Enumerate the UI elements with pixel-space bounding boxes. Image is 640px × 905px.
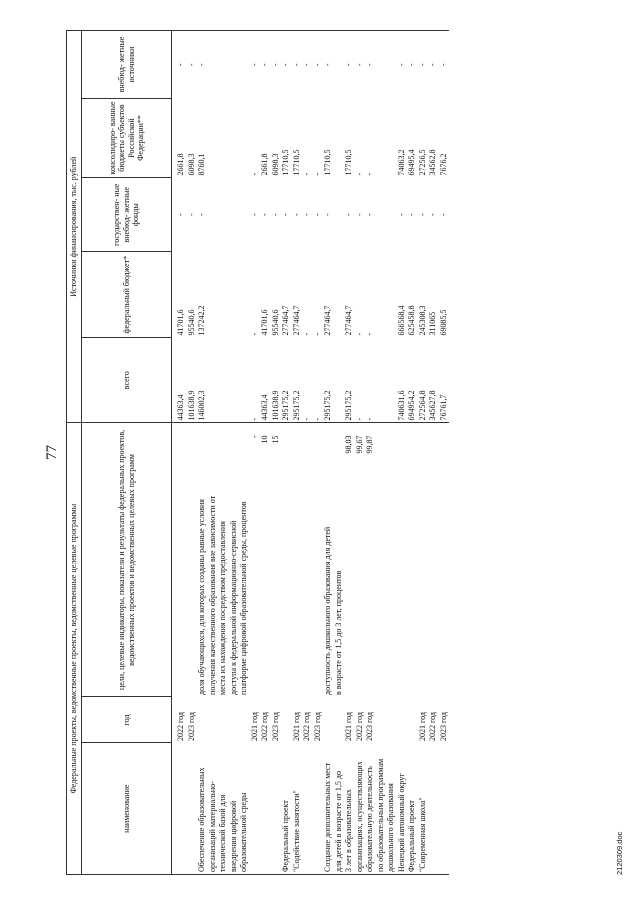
row-state-funds: - (396, 213, 406, 217)
row-year: 2022 год (260, 712, 269, 741)
row-year: 2023 год (270, 712, 280, 741)
row-goal (187, 458, 198, 697)
row-state-funds: - (428, 213, 437, 217)
row-goal (292, 458, 303, 697)
row-state-funds: - (344, 213, 353, 217)
row-state-funds: - (270, 213, 280, 217)
row-nonbudget (208, 31, 219, 99)
row-regional-budgets (218, 99, 229, 178)
row-name (250, 743, 261, 875)
row-regional-budgets: 7676,2 (438, 153, 448, 176)
row-nonbudget: - (187, 31, 198, 99)
table-row (197, 31, 208, 875)
row-nonbudget (229, 31, 240, 99)
row-federal-budget: 245308,3 (417, 305, 427, 336)
row-goal (439, 458, 450, 697)
row-total: 295175,2 (344, 337, 355, 422)
row-total: 345627,8 (428, 337, 439, 422)
row-goal (428, 458, 439, 697)
row-year: 2023 год (186, 712, 196, 741)
row-federal-budget: - (302, 332, 311, 336)
row-indicator-value: 99,67 (354, 435, 364, 454)
row-name (428, 743, 439, 875)
row-regional-budgets: - (312, 172, 322, 176)
row-state-funds (334, 177, 345, 252)
row-state-funds: - (312, 213, 322, 217)
row-indicator-value (218, 423, 229, 458)
row-year (334, 697, 345, 743)
row-name (172, 743, 187, 875)
table-row (365, 31, 376, 875)
row-name: образовательной среды (239, 743, 250, 875)
row-nonbudget: - (292, 31, 303, 99)
row-nonbudget: - (271, 31, 282, 99)
row-name (271, 743, 282, 875)
row-year: 2022 год (354, 712, 364, 741)
row-nonbudget (239, 31, 250, 99)
row-indicator-value (397, 423, 408, 458)
row-name (313, 743, 324, 875)
row-regional-budgets: 6098,3 (270, 153, 280, 176)
table-row (172, 31, 187, 875)
row-year: 2021 год (249, 712, 259, 741)
row-federal-budget (229, 252, 240, 337)
table-row (218, 31, 229, 875)
row-year: 2022 год (176, 712, 185, 741)
row-goal (418, 458, 429, 697)
row-year: 2023 год (438, 712, 448, 741)
financing-table (66, 30, 449, 875)
table-row (187, 31, 198, 875)
row-regional-budgets (208, 99, 219, 178)
page-number: 77 (44, 445, 60, 460)
row-indicator-value (229, 423, 240, 458)
row-nonbudget: - (313, 31, 324, 99)
row-indicator-value (428, 423, 439, 458)
header-federal-budget: федеральный бюджет* (82, 252, 172, 337)
row-name (302, 743, 313, 875)
table-row (302, 31, 313, 875)
row-federal-budget: - (354, 332, 364, 336)
header-regional-budgets: консолидиро- ванные бюджеты субъектов Российской Федерации** (82, 99, 172, 178)
row-federal-budget: 277464,7 (291, 305, 301, 336)
row-goal (260, 458, 271, 697)
row-state-funds: - (260, 213, 269, 217)
row-nonbudget: - (407, 31, 418, 99)
header-projects: Федеральные проекты, ведомственные проекты, ведомственные целевые программы (67, 423, 82, 875)
row-nonbudget: - (323, 31, 334, 99)
row-name: "Современная школа" (418, 743, 429, 875)
row-state-funds: - (249, 213, 259, 217)
row-state-funds: - (407, 213, 416, 217)
row-total (218, 337, 229, 422)
row-federal-budget: 69085,5 (438, 309, 448, 336)
row-goal (302, 458, 313, 697)
row-name: образовательную деятельность (365, 743, 376, 875)
row-regional-budgets: 2661,8 (176, 153, 185, 176)
row-federal-budget: 41701,6 (260, 309, 269, 336)
row-year (208, 697, 219, 743)
row-state-funds: - (302, 213, 311, 217)
row-regional-budgets (334, 99, 345, 178)
table-row (271, 31, 282, 875)
table-body (172, 31, 450, 875)
row-federal-budget (208, 252, 219, 337)
row-name: Федеральный проект (407, 743, 418, 875)
row-indicator-value (376, 423, 387, 458)
table-row (260, 31, 271, 875)
row-nonbudget: - (439, 31, 450, 99)
row-indicator-value (208, 423, 219, 458)
row-state-funds: - (176, 213, 185, 217)
row-name: организаций материально- (208, 743, 219, 875)
table-row (386, 31, 397, 875)
row-goal (250, 458, 261, 697)
table-row (281, 31, 292, 875)
header-state-funds: государствен- ные внебюд- жетные фонды (82, 177, 172, 252)
table-row (397, 31, 408, 875)
row-regional-budgets: - (249, 172, 259, 176)
row-state-funds: - (186, 213, 196, 217)
row-nonbudget: - (365, 31, 376, 99)
row-total (386, 337, 397, 422)
row-nonbudget: - (197, 31, 208, 99)
row-indicator-value (292, 423, 303, 458)
row-name: Обеспечение образовательных (197, 743, 208, 875)
row-federal-budget: - (365, 332, 374, 336)
row-total: - (365, 337, 376, 422)
row-nonbudget: - (260, 31, 271, 99)
row-regional-budgets (229, 99, 240, 178)
row-goal (271, 458, 282, 697)
row-federal-budget: 277464,7 (344, 305, 353, 336)
row-name: для детей в возрасте от 1,5 до (334, 743, 345, 875)
row-state-funds: - (417, 213, 427, 217)
row-year (281, 697, 292, 743)
row-indicator-value (323, 423, 334, 458)
row-total: 44363,4 (260, 337, 271, 422)
row-total: 295175,2 (292, 337, 303, 422)
row-name (260, 743, 271, 875)
row-goal: доля обучающихся, для которых созданы равные условия (197, 499, 206, 695)
row-indicator-value: 10 (260, 435, 269, 444)
row-name: "Содействие занятости" (292, 743, 303, 875)
row-state-funds (208, 177, 219, 252)
row-total: 101638,9 (187, 337, 198, 422)
row-goal (355, 458, 366, 697)
table-row (313, 31, 324, 875)
row-indicator-value: 98,03 (344, 435, 353, 454)
header-name: наименование (82, 743, 172, 875)
row-year: 2021 год (291, 712, 301, 741)
row-state-funds (386, 177, 397, 252)
row-goal (172, 458, 187, 697)
row-indicator-value (302, 423, 313, 458)
row-year (197, 697, 208, 743)
row-name: 3 лет в образовательных (344, 743, 355, 875)
row-regional-budgets: - (302, 172, 311, 176)
row-nonbudget: - (172, 31, 187, 99)
row-year (386, 697, 397, 743)
row-goal: места их нахождения посредством предоставления (218, 521, 227, 695)
row-regional-budgets: 2661,8 (260, 153, 269, 176)
row-name: Ненецкий автономный округ (397, 743, 408, 875)
row-year (407, 697, 418, 743)
row-total: 295175,2 (281, 337, 292, 422)
row-indicator-value (172, 423, 187, 458)
row-goal: в возрасте от 1,5 до 3 лет, процентов (333, 570, 343, 695)
row-year (218, 697, 229, 743)
row-regional-budgets: - (365, 172, 374, 176)
row-indicator-value (407, 423, 418, 458)
row-regional-budgets: 17710,5 (281, 149, 290, 176)
row-total: 44363,4 (172, 337, 187, 422)
row-goal (386, 458, 397, 697)
row-goal: доступность дошкольного образования для детей (323, 526, 332, 695)
row-state-funds: - (365, 213, 374, 217)
row-federal-budget: 311065 (428, 311, 437, 336)
row-state-funds: - (281, 213, 290, 217)
row-name: по образовательным программам (376, 743, 387, 875)
row-indicator-value: - (249, 435, 259, 439)
row-federal-budget: 625458,8 (407, 305, 416, 336)
row-federal-budget (376, 252, 387, 337)
row-federal-budget: 95540,6 (186, 309, 196, 336)
row-year: 2023 год (312, 712, 322, 741)
row-year: 2022 год (428, 712, 437, 741)
row-regional-budgets: 17710,5 (344, 149, 353, 176)
row-state-funds: - (323, 213, 332, 217)
row-total: 694954,2 (407, 337, 418, 422)
row-federal-budget: 41701,6 (176, 309, 185, 336)
footer-code: 2120309.doc (615, 831, 624, 875)
row-year: 2021 год (344, 712, 353, 741)
row-name (439, 743, 450, 875)
row-year: 2023 год (365, 712, 374, 741)
row-nonbudget: - (344, 31, 355, 99)
row-total: 146002,3 (197, 337, 208, 422)
row-name: дошкольного образования (386, 743, 397, 875)
row-name: внедрения цифровой (229, 743, 240, 875)
row-regional-budgets: 6098,3 (186, 153, 196, 176)
row-state-funds (239, 177, 250, 252)
table-row (239, 31, 250, 875)
row-year: 2021 год (417, 712, 427, 741)
row-regional-budgets (239, 99, 250, 178)
row-regional-budgets (386, 99, 397, 178)
table-row (229, 31, 240, 875)
row-regional-budgets: 74063,2 (396, 149, 406, 176)
row-state-funds: - (354, 213, 364, 217)
row-total (376, 337, 387, 422)
row-state-funds: - (438, 213, 448, 217)
header-year: год (82, 697, 172, 743)
header-total: всего (82, 337, 172, 422)
row-indicator-value (281, 423, 292, 458)
row-regional-budgets: - (354, 172, 364, 176)
row-nonbudget (218, 31, 229, 99)
table-row (418, 31, 429, 875)
header-columns-row (82, 31, 172, 875)
row-indicator-value (439, 423, 450, 458)
table-row (323, 31, 334, 875)
row-total: - (313, 337, 324, 422)
row-goal (365, 458, 376, 697)
row-year: 2022 год (302, 712, 311, 741)
row-goal (376, 458, 387, 697)
row-regional-budgets (376, 99, 387, 178)
table-row (292, 31, 303, 875)
row-federal-budget (218, 252, 229, 337)
table-row (208, 31, 219, 875)
table-row (439, 31, 450, 875)
row-indicator-value (334, 423, 345, 458)
row-total (239, 337, 250, 422)
row-indicator-value (187, 423, 198, 458)
row-total: - (302, 337, 313, 422)
row-regional-budgets: 17710,5 (323, 149, 332, 176)
header-nonbudget: внебюд- жетные источники (82, 31, 172, 99)
row-indicator-value: 15 (270, 435, 280, 444)
row-regional-budgets: 17710,5 (291, 149, 301, 176)
row-total: 740631,6 (397, 337, 408, 422)
row-regional-budgets: 34562,8 (428, 149, 437, 176)
header-financing: Источники финансирования, тыс. рублей (67, 31, 82, 423)
row-goal (407, 458, 418, 697)
table-row (334, 31, 345, 875)
row-nonbudget: - (397, 31, 408, 99)
row-federal-budget: - (312, 332, 322, 336)
row-total: - (355, 337, 366, 422)
row-name: технической базой для (218, 743, 229, 875)
table-row (250, 31, 261, 875)
row-total (334, 337, 345, 422)
row-federal-budget (239, 252, 250, 337)
row-goal (397, 458, 408, 697)
header-group-row (67, 31, 82, 875)
row-name: Создание дополнительных мест (323, 743, 334, 875)
row-total: 76761,7 (439, 337, 450, 422)
row-total: 295175,2 (323, 337, 334, 422)
table-row (376, 31, 387, 875)
row-goal (344, 458, 355, 697)
row-indicator-value (197, 423, 208, 458)
row-state-funds (218, 177, 229, 252)
header-goals: цели, целевые индикаторы, показатели и результаты федеральных проектов, ведомственных проектов и ведомственных целевых программ (82, 423, 172, 697)
row-nonbudget: - (418, 31, 429, 99)
row-regional-budgets: 69495,4 (407, 149, 416, 176)
table-row (428, 31, 439, 875)
row-regional-budgets: 8760,1 (197, 153, 206, 176)
row-indicator-value (386, 423, 397, 458)
row-indicator-value (313, 423, 324, 458)
row-nonbudget: - (302, 31, 313, 99)
row-name: Федеральный проект (281, 743, 292, 875)
row-indicator-value (418, 423, 429, 458)
row-goal: платформе цифровой образовательной среды, процентов (239, 501, 248, 695)
row-total: - (250, 337, 261, 422)
row-nonbudget (376, 31, 387, 99)
row-federal-budget (386, 252, 397, 337)
row-total: 272564,8 (418, 337, 429, 422)
row-nonbudget: - (355, 31, 366, 99)
row-indicator-value: 99,87 (365, 435, 374, 454)
row-indicator-value (239, 423, 250, 458)
row-federal-budget: 137242,2 (197, 305, 206, 336)
row-federal-budget (334, 252, 345, 337)
table-row (344, 31, 355, 875)
row-goal (313, 458, 324, 697)
row-state-funds: - (197, 213, 206, 217)
row-state-funds: - (291, 213, 301, 217)
row-total (208, 337, 219, 422)
row-year (239, 697, 250, 743)
row-year (323, 697, 334, 743)
row-year (229, 697, 240, 743)
row-year (376, 697, 387, 743)
row-state-funds (229, 177, 240, 252)
row-total: 101638,9 (271, 337, 282, 422)
row-name: организациях, осуществляющих (355, 743, 366, 875)
table-row (407, 31, 418, 875)
row-total (229, 337, 240, 422)
row-nonbudget (386, 31, 397, 99)
row-year (397, 697, 408, 743)
row-nonbudget (334, 31, 345, 99)
table-row (355, 31, 366, 875)
row-federal-budget: 95540,6 (270, 309, 280, 336)
row-federal-budget: 277464,7 (323, 305, 332, 336)
row-goal: получения качественного образования вне зависимости от (207, 495, 217, 695)
row-federal-budget: - (249, 332, 259, 336)
row-regional-budgets: 27256,5 (417, 149, 427, 176)
row-federal-budget: 666568,4 (396, 305, 406, 336)
row-nonbudget: - (281, 31, 292, 99)
row-goal (281, 458, 292, 697)
row-name (187, 743, 198, 875)
row-nonbudget: - (250, 31, 261, 99)
row-goal: доступа к федеральной информационно-сервисной (228, 520, 238, 695)
row-state-funds (376, 177, 387, 252)
row-federal-budget: 277464,7 (281, 305, 290, 336)
rotated-page (40, 30, 624, 875)
row-nonbudget: - (428, 31, 439, 99)
